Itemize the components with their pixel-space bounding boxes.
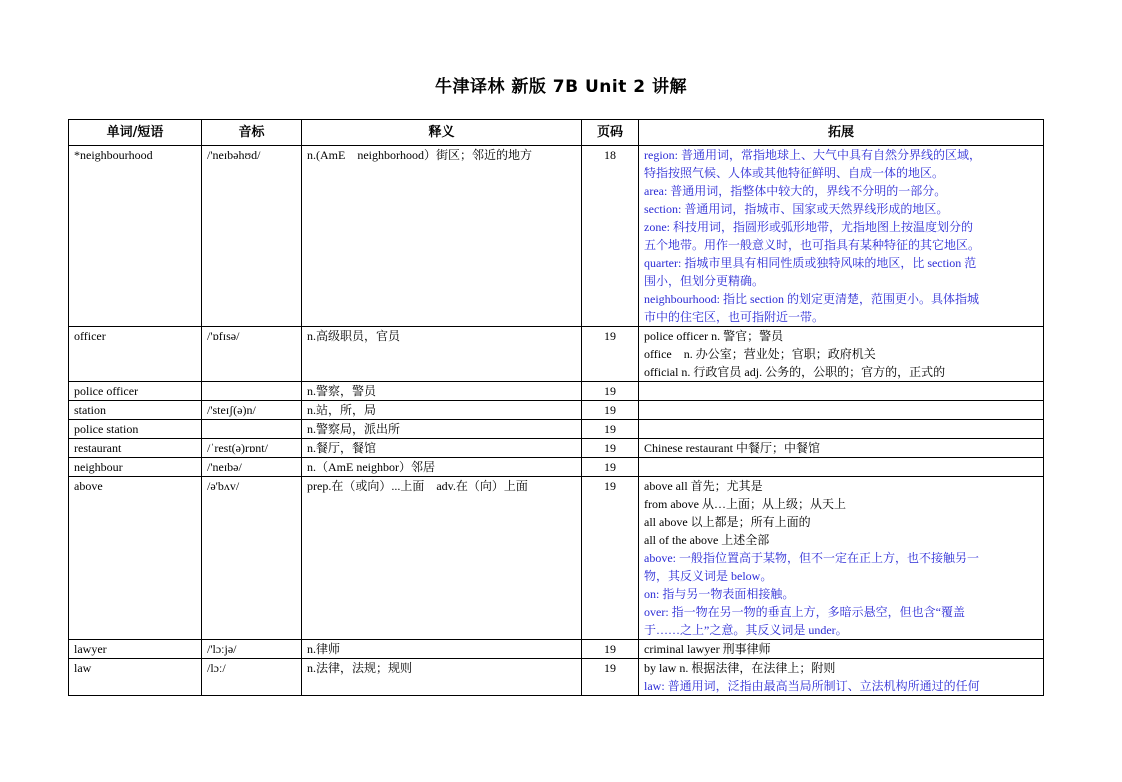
extension-line: 五个地带。用作一般意义时，也可指具有某种特征的其它地区。 <box>644 238 981 252</box>
meaning-cell: n.警察，警员 <box>302 382 582 401</box>
extension-line: law: 普通用词，泛指由最高当局所制订、立法机构所通过的任何 <box>644 679 980 693</box>
extension-line: Chinese restaurant 中餐厅；中餐馆 <box>644 441 820 455</box>
extension-line: by law n. 根据法律，在法律上；附则 <box>644 661 836 675</box>
extension-cell <box>639 382 1044 401</box>
page-number-cell: 19 <box>582 420 639 439</box>
page-number-cell: 19 <box>582 327 639 382</box>
extension-line: police officer n. 警官；警员 <box>644 329 784 343</box>
extension-line: official n. 行政官员 adj. 公务的，公职的；官方的，正式的 <box>644 365 946 379</box>
phonetic-cell: /'neɪbə/ <box>202 458 302 477</box>
extension-line: neighbourhood: 指比 section 的划定更清楚，范围更小。具体指城 <box>644 292 979 306</box>
page-number-cell: 19 <box>582 477 639 640</box>
extension-line: above all 首先；尤其是 <box>644 479 763 493</box>
word-cell: restaurant <box>69 439 202 458</box>
extension-cell <box>639 146 1044 327</box>
extension-line: above: 一般指位置高于某物，但不一定在正上方，也不接触另一 <box>644 551 979 565</box>
meaning-cell: n.站，所，局 <box>302 401 582 420</box>
extension-line: all of the above 上述全部 <box>644 533 770 547</box>
table-row <box>69 477 1044 640</box>
table-row <box>69 327 1044 382</box>
extension-line: office n. 办公室；营业处；官职；政府机关 <box>644 347 876 361</box>
page-number-cell: 19 <box>582 439 639 458</box>
vocabulary-table <box>68 119 1044 696</box>
extension-line: all above 以上都是；所有上面的 <box>644 515 811 529</box>
extension-line: 围小，但划分更精确。 <box>644 274 765 288</box>
extension-cell <box>639 401 1044 420</box>
word-cell: neighbour <box>69 458 202 477</box>
extension-line: section: 普通用词，指城市、国家或天然界线形成的地区。 <box>644 202 949 216</box>
page-number-cell: 19 <box>582 458 639 477</box>
extension-line: on: 指与另一物表面相接触。 <box>644 587 795 601</box>
meaning-cell: n.律师 <box>302 640 582 659</box>
word-cell: *neighbourhood <box>69 146 202 327</box>
extension-line: area: 普通用词，指整体中较大的，界线不分明的一部分。 <box>644 184 947 198</box>
word-cell: police station <box>69 420 202 439</box>
word-cell: police officer <box>69 382 202 401</box>
phonetic-cell: /ˈrest(ə)rɒnt/ <box>202 439 302 458</box>
extension-cell <box>639 477 1044 640</box>
page-number-cell: 19 <box>582 640 639 659</box>
table-row <box>69 439 1044 458</box>
phonetic-cell: /'steɪʃ(ə)n/ <box>202 401 302 420</box>
page-number-cell: 19 <box>582 382 639 401</box>
header-phonetic: 音标 <box>202 120 302 146</box>
meaning-cell: n.餐厅，餐馆 <box>302 439 582 458</box>
table-row <box>69 401 1044 420</box>
extension-line: zone: 科技用词，指圆形或弧形地带，尤指地图上按温度划分的 <box>644 220 973 234</box>
meaning-cell: n.高级职员，官员 <box>302 327 582 382</box>
table-row <box>69 458 1044 477</box>
extension-line: 于……之上”之意。其反义词是 under。 <box>644 623 848 637</box>
table-header-row <box>69 120 1044 146</box>
header-meaning: 释义 <box>302 120 582 146</box>
word-cell: officer <box>69 327 202 382</box>
header-page: 页码 <box>582 120 639 146</box>
table-row <box>69 640 1044 659</box>
phonetic-cell: /'ɒfɪsə/ <box>202 327 302 382</box>
extension-line: 特指按照气候、人体或其他特征鲜明、自成一体的地区。 <box>644 166 945 180</box>
extension-cell <box>639 458 1044 477</box>
table-row <box>69 382 1044 401</box>
phonetic-cell: /lɔː/ <box>202 659 302 696</box>
extension-line: quarter: 指城市里具有相同性质或独特风味的地区，比 section 范 <box>644 256 977 270</box>
word-cell: law <box>69 659 202 696</box>
meaning-cell: n.警察局，派出所 <box>302 420 582 439</box>
phonetic-cell <box>202 420 302 439</box>
extension-cell <box>639 420 1044 439</box>
meaning-cell: prep.在（或向）...上面 adv.在（向）上面 <box>302 477 582 640</box>
page-number-cell: 19 <box>582 659 639 696</box>
page-title: 牛津译林 新版 7B Unit 2 讲解 <box>434 77 688 97</box>
page-number-cell: 19 <box>582 401 639 420</box>
word-cell: station <box>69 401 202 420</box>
table-row <box>69 146 1044 327</box>
extension-line: from above 从…上面；从上级；从天上 <box>644 497 846 511</box>
extension-cell <box>639 439 1044 458</box>
word-cell: above <box>69 477 202 640</box>
phonetic-cell: /'neɪbəhʊd/ <box>202 146 302 327</box>
extension-line: 物，其反义词是 below。 <box>644 569 773 583</box>
table-row <box>69 659 1044 696</box>
extension-cell <box>639 659 1044 696</box>
extension-line: region: 普通用词，常指地球上、大气中具有自然分界线的区域， <box>644 148 981 162</box>
meaning-cell: n.(AmE neighborhood）街区；邻近的地方 <box>302 146 582 327</box>
table-row <box>69 420 1044 439</box>
phonetic-cell <box>202 382 302 401</box>
extension-cell <box>639 327 1044 382</box>
meaning-cell: n.法律，法规；规则 <box>302 659 582 696</box>
header-word: 单词/短语 <box>69 120 202 146</box>
word-cell: lawyer <box>69 640 202 659</box>
phonetic-cell: /ə'bʌv/ <box>202 477 302 640</box>
extension-line: criminal lawyer 刑事律师 <box>644 642 771 656</box>
extension-cell <box>639 640 1044 659</box>
extension-line: 市中的住宅区，也可指附近一带。 <box>644 310 825 324</box>
phonetic-cell: /'lɔːjə/ <box>202 640 302 659</box>
table-body <box>69 146 1044 696</box>
page-number-cell: 18 <box>582 146 639 327</box>
extension-line: over: 指一物在另一物的垂直上方，多暗示悬空，但也含“覆盖 <box>644 605 965 619</box>
meaning-cell: n.（AmE neighbor）邻居 <box>302 458 582 477</box>
header-extension: 拓展 <box>639 120 1044 146</box>
